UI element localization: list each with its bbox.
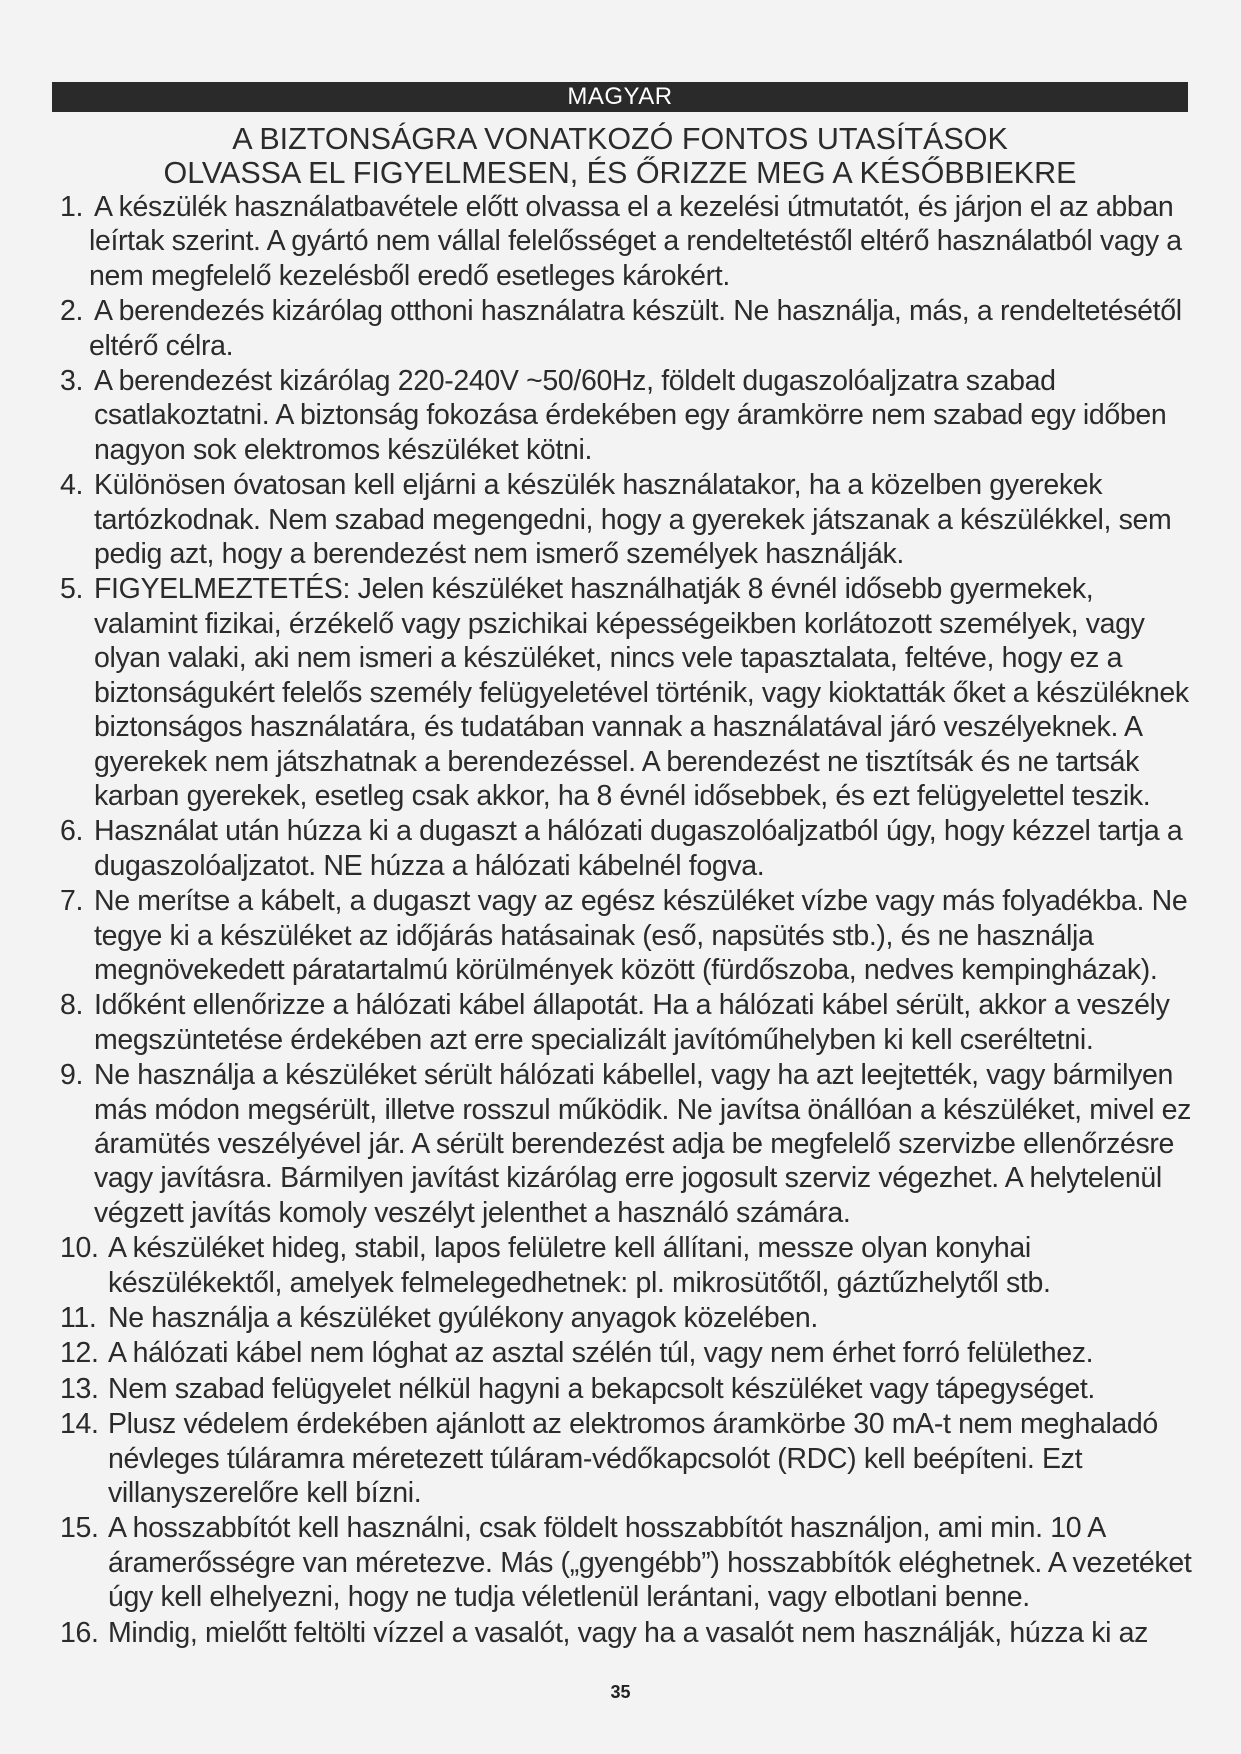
- instruction-number: 13.: [60, 1372, 99, 1405]
- instruction-line: A hálózati kábel nem lóghat az asztal szélén túl, vagy nem érhet forró felülethez.: [108, 1337, 1094, 1370]
- instruction-line: megnövekedett páratartalmú körülmények között (fürdőszoba, nedves kempingházak).: [94, 953, 1158, 986]
- instruction-item: [60, 294, 1190, 363]
- instruction-number: 15.: [60, 1512, 99, 1545]
- instruction-line: Ne merítse a kábelt, a dugaszt vagy az egész készüléket vízbe vagy más folyadékba. Ne: [94, 885, 1188, 918]
- safety-subtitle: OLVASSA EL FIGYELMESEN, ÉS ŐRIZZE MEG A KÉSŐBBIEKRE: [163, 156, 1077, 190]
- instruction-line: készülékektől, amelyek felmelegedhetnek: pl. mikrosütőtől, gáztűzhelytől stb.: [108, 1266, 1051, 1299]
- instruction-line: tartózkodnak. Nem szabad megengedni, hogy a gyerekek játszanak a készülékkel, sem: [94, 503, 1172, 536]
- language-banner: MAGYAR: [52, 82, 1188, 112]
- instruction-line: FIGYELMEZTETÉS: Jelen készüléket használhatják 8 évnél idősebb gyermekek,: [94, 573, 1094, 606]
- instruction-line: karban gyerekek, esetleg csak akkor, ha 8 évnél idősebbek, és ezt felügyelettel teszik.: [94, 779, 1151, 812]
- instruction-number: 9.: [60, 1059, 84, 1092]
- instruction-line: valamint fizikai, érzékelő vagy pszichikai képességeikben korlátozott személyek, vagy: [94, 607, 1145, 640]
- instruction-item: [60, 1336, 1190, 1370]
- instruction-line: A készülék használatbavétele előtt olvassa el a kezelési útmutatót, és járjon el az abban: [94, 191, 1174, 223]
- instruction-line: biztonságukért felelős személy felügyeletével történik, vagy kioktatták őket a készüléknek: [94, 676, 1189, 709]
- instruction-item: [60, 814, 1190, 883]
- instruction-line: Mindig, mielőtt feltölti vízzel a vasalót, vagy ha a vasalót nem használják, húzza ki az: [108, 1616, 1149, 1649]
- instruction-line: tegye ki a készüléket az időjárás hatásainak (eső, napsütés stb.), és ne használja: [94, 919, 1094, 952]
- instruction-line: végzett javítás komoly veszélyt jelenthet a használó számára.: [94, 1196, 851, 1229]
- instruction-line: áramütés veszélyével jár. A sérült berendezést adja be megfelelő szervizbe ellenőrzésre: [94, 1127, 1175, 1160]
- instruction-line: leírtak szerint. A gyártó nem vállal felelősséget a rendeltetéstől eltérő használatból vagy a: [89, 225, 1182, 258]
- instruction-line: megszüntetése érdekében azt erre specializált javítóműhelyben ki kell cseréltetni.: [94, 1023, 1094, 1056]
- instruction-line: Különösen óvatosan kell eljárni a készülék használatakor, ha a közelben gyerekek: [94, 469, 1103, 502]
- instruction-line: nem megfelelő kezelésből eredő esetleges károkért.: [89, 259, 730, 292]
- page-number: 35: [610, 1682, 631, 1702]
- instruction-line: A hosszabbítót kell használni, csak földelt hosszabbítót használjon, ami min. 10 A: [108, 1512, 1106, 1545]
- instruction-line: villanyszerelőre kell bízni.: [108, 1477, 422, 1510]
- instruction-line: gyerekek nem játszhatnak a berendezéssel. A berendezést ne tisztítsák és ne tartsák: [94, 745, 1140, 778]
- instruction-item: [60, 572, 1190, 813]
- instruction-number: 5.: [60, 573, 84, 606]
- instruction-item: [60, 1372, 1190, 1406]
- instruction-line: névleges túláramra méretezett túláram-védőkapcsolót (RDC) kell beépíteni. Ezt: [108, 1442, 1083, 1475]
- instruction-item: [60, 190, 1190, 293]
- instruction-line: biztonságos használatára, és tudatában vannak a használatával járó veszélyeknek. A: [94, 711, 1143, 744]
- instruction-item: [60, 884, 1190, 987]
- instruction-item: [60, 1616, 1190, 1650]
- instruction-number: 1.: [60, 191, 84, 223]
- instruction-line: dugaszolóaljzatot. NE húzza a hálózati kábelnél fogva.: [94, 849, 765, 882]
- instruction-item: [60, 1511, 1190, 1614]
- instruction-line: Nem szabad felügyelet nélkül hagyni a bekapcsolt készüléket vagy tápegységet.: [108, 1372, 1095, 1405]
- instruction-number: 14.: [60, 1408, 99, 1441]
- instruction-number: 2.: [60, 295, 84, 328]
- instruction-number: 11.: [60, 1302, 97, 1334]
- instruction-line: A berendezés kizárólag otthoni használatra készült. Ne használja, más, a rendeltetésétől: [94, 295, 1182, 328]
- instruction-number: 12.: [60, 1337, 99, 1370]
- instruction-item: [60, 1231, 1190, 1300]
- instruction-line: áramerősségre van méretezve. Más („gyengébb”) hosszabbítók eléghetnek. A vezetéket: [108, 1546, 1192, 1579]
- instruction-number: 6.: [60, 815, 84, 848]
- instruction-item: [60, 1058, 1190, 1230]
- instruction-line: olyan valaki, aki nem ismeri a készüléket, nincs vele tapasztalata, feltéve, hogy ez a: [94, 642, 1123, 675]
- instruction-number: 3.: [60, 365, 84, 398]
- instruction-item: [60, 1407, 1190, 1510]
- instruction-line: pedig azt, hogy a berendezést nem ismerő személyek használják.: [94, 538, 904, 571]
- instruction-number: 8.: [60, 989, 84, 1022]
- instruction-number: 7.: [60, 885, 84, 918]
- instruction-number: 10.: [60, 1232, 99, 1265]
- instruction-item: [60, 1301, 1190, 1335]
- instruction-number: 16.: [60, 1616, 99, 1649]
- instruction-line: úgy kell elhelyezni, hogy ne tudja véletlenül lerántani, vagy elbotlani benne.: [108, 1581, 1030, 1614]
- instruction-line: nagyon sok elektromos készüléket kötni.: [94, 433, 593, 466]
- instruction-line: Ne használja a készüléket gyúlékony anyagok közelében.: [108, 1302, 818, 1334]
- instruction-line: Ne használja a készüléket sérült hálózati kábellel, vagy ha azt leejtették, vagy bármilyen: [94, 1059, 1174, 1092]
- instruction-line: csatlakoztatni. A biztonság fokozása érdekében egy áramkörre nem szabad egy időben: [94, 399, 1167, 432]
- instruction-item: [60, 468, 1190, 571]
- safety-instructions-list: [60, 190, 1190, 1651]
- instruction-line: más módon megsérült, illetve rosszul működik. Ne javítsa önállóan a készüléket, mivel ez: [94, 1093, 1192, 1126]
- instruction-number: 4.: [60, 469, 84, 502]
- instruction-line: A berendezést kizárólag 220-240V ~50/60Hz, földelt dugaszolóaljzatra szabad: [94, 365, 1056, 398]
- safety-title: A BIZTONSÁGRA VONATKOZÓ FONTOS UTASÍTÁSOK: [232, 122, 1008, 156]
- instruction-line: vagy javításra. Bármilyen javítást kizárólag erre jogosult szerviz végezhet. A helytelenül: [94, 1162, 1162, 1195]
- instruction-item: [60, 988, 1190, 1057]
- instruction-line: Plusz védelem érdekében ajánlott az elektromos áramkörbe 30 mA-t nem meghaladó: [108, 1408, 1158, 1441]
- instruction-item: [60, 364, 1190, 467]
- instruction-line: eltérő célra.: [89, 329, 234, 362]
- instruction-line: Használat után húzza ki a dugaszt a hálózati dugaszolóaljzatból úgy, hogy kézzel tartja a: [94, 815, 1183, 848]
- instruction-line: Időként ellenőrizze a hálózati kábel állapotát. Ha a hálózati kábel sérült, akkor a veszély: [94, 989, 1170, 1022]
- instruction-line: A készüléket hideg, stabil, lapos felületre kell állítani, messze olyan konyhai: [108, 1232, 1031, 1265]
